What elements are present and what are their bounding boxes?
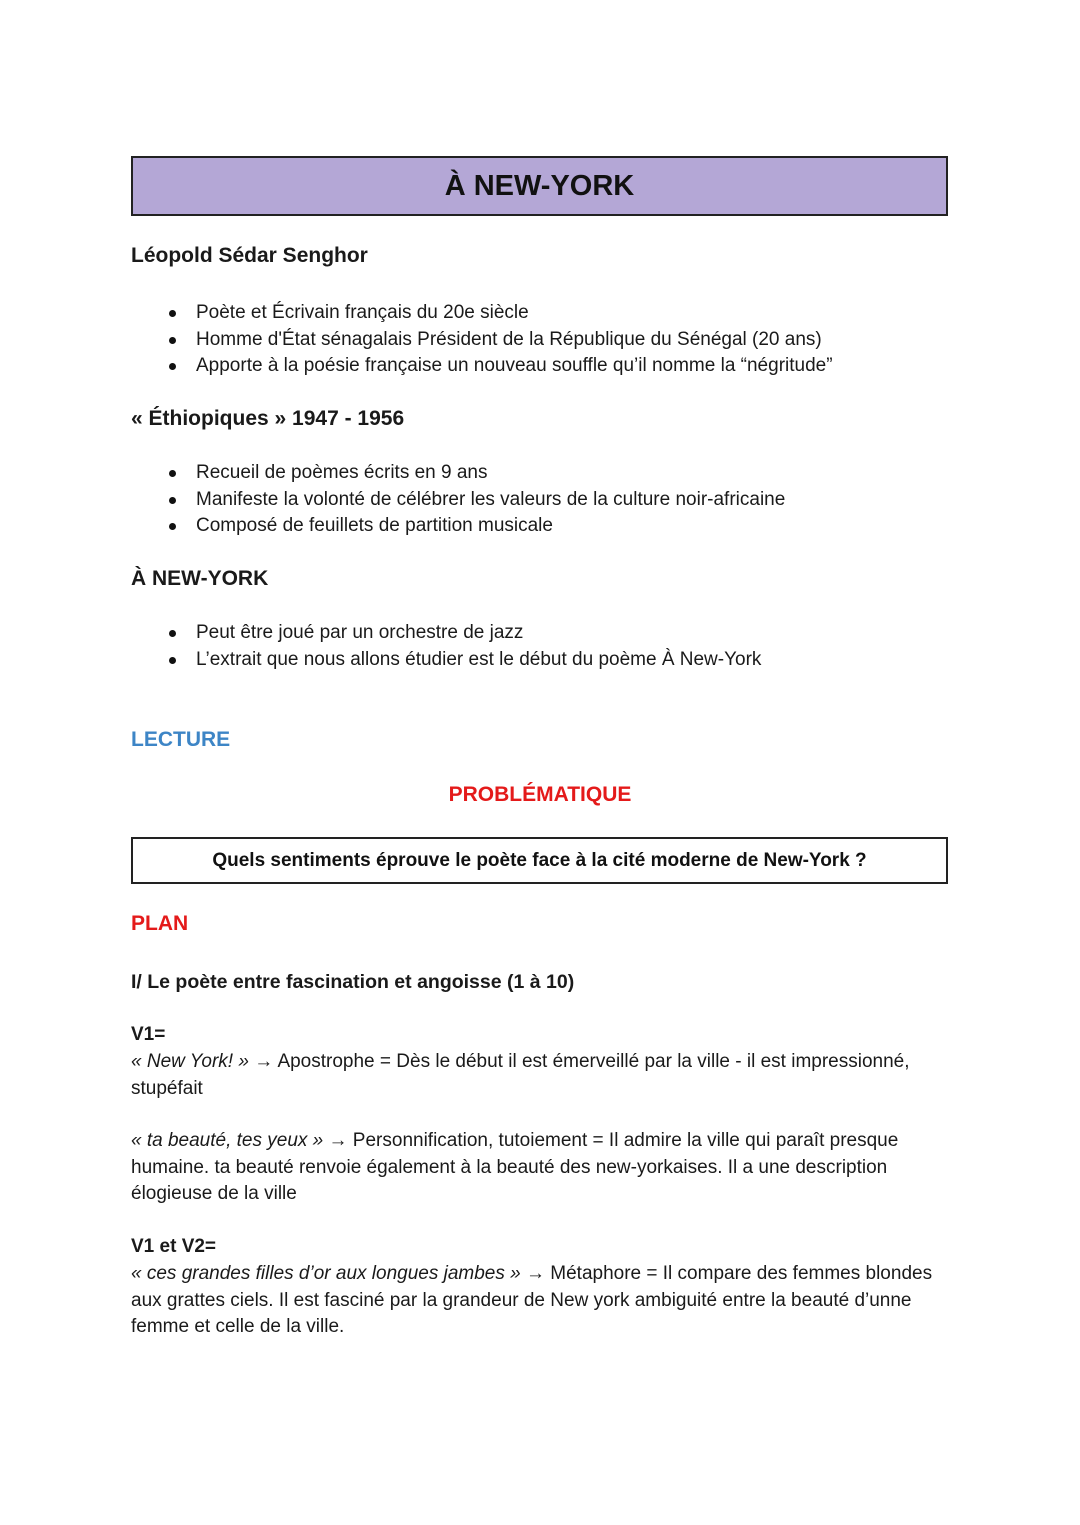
list-item: Composé de feuillets de partition musicale: [131, 513, 785, 540]
analysis-text: → Personnification, tutoiement = Il admire la ville qui paraît presque humaine. ta beauté renvoie également à la beauté des new-yorkaises. Il a une description élogieuse de la ville: [131, 1130, 899, 1204]
list-item: Manifeste la volonté de célébrer les valeurs de la culture noir-africaine: [131, 487, 785, 514]
plan-heading: PLAN: [131, 912, 189, 935]
list-item: Poète et Écrivain français du 20e siècle: [131, 300, 833, 327]
v1-v2-analysis: [131, 1261, 946, 1341]
list-item: L’extrait que nous allons étudier est le début du poème À New-York: [131, 647, 761, 674]
problematique-heading: PROBLÉMATIQUE: [448, 783, 632, 806]
question-box: [131, 837, 948, 884]
list-item: Apporte à la poésie française un nouveau souffle qu’il nomme la “négritude”: [131, 353, 833, 380]
collection-bullet-list: [131, 460, 785, 540]
v1-label: V1=: [131, 1024, 166, 1045]
title-banner: [131, 156, 948, 216]
list-item: Peut être joué par un orchestre de jazz: [131, 620, 761, 647]
analysis-text: → Apostrophe = Dès le début il est émerveillé par la ville - il est impressionné, stupéfait: [131, 1051, 910, 1099]
lecture-heading: LECTURE: [131, 728, 231, 751]
part-one-heading: I/ Le poète entre fascination et angoisse (1 à 10): [131, 971, 575, 993]
analysis-text: → Métaphore = Il compare des femmes blondes aux grattes ciels. Il est fasciné par la grandeur de New york ambiguité entre la beauté d’unne femme et celle de la ville.: [131, 1263, 933, 1337]
author-bullet-list: [131, 300, 833, 380]
list-item: Recueil de poèmes écrits en 9 ans: [131, 460, 785, 487]
quote: « New York! »: [131, 1051, 249, 1072]
author-heading: Léopold Sédar Senghor: [131, 244, 368, 267]
quote: « ta beauté, tes yeux »: [131, 1130, 324, 1151]
v1-analysis-2: [131, 1128, 946, 1208]
page-title: À NEW-YORK: [444, 169, 635, 202]
v1-analysis-1: [131, 1049, 946, 1102]
problematique-question: Quels sentiments éprouve le poète face à la cité moderne de New-York ?: [212, 849, 867, 871]
collection-heading: « Éthiopiques » 1947 - 1956: [131, 407, 405, 430]
poem-heading: À NEW-YORK: [131, 567, 269, 590]
poem-bullet-list: [131, 620, 761, 673]
quote: « ces grandes filles d’or aux longues jambes »: [131, 1263, 521, 1284]
list-item: Homme d'État sénagalais Président de la République du Sénégal (20 ans): [131, 327, 833, 354]
v1-v2-label: V1 et V2=: [131, 1236, 217, 1257]
